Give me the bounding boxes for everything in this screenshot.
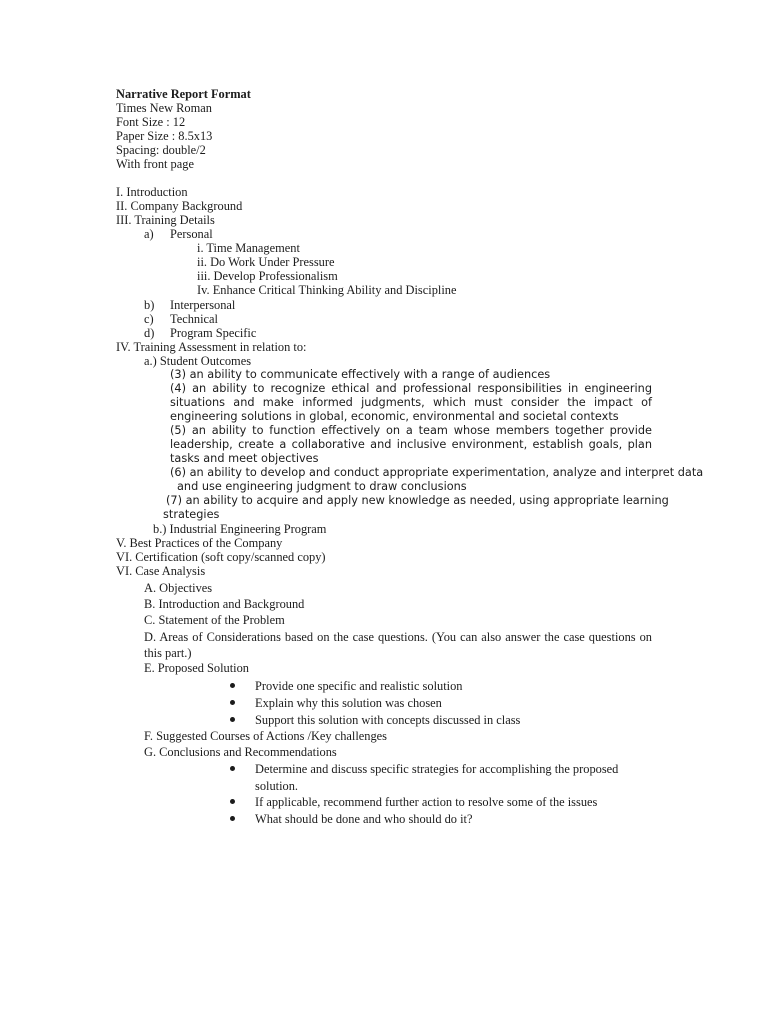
personal-sub-2: ii. Do Work Under Pressure [197,255,335,269]
spacing-spec: Spacing: double/2 [116,143,206,157]
item-letter-d: d) [144,326,155,340]
item-letter-a: a) [144,227,154,241]
item-technical: Technical [170,312,218,326]
bullet-icon [230,766,235,771]
proposed-bullet-1: Provide one specific and realistic solution [255,679,463,693]
bullet-icon [230,700,235,705]
case-conclusions-recommendations: G. Conclusions and Recommendations [144,745,337,759]
section-certification: VI. Certification (soft copy/scanned copy) [116,550,326,564]
font-size-spec: Font Size : 12 [116,115,186,129]
personal-sub-4: Iv. Enhance Critical Thinking Ability and Discipline [197,283,457,297]
front-page-spec: With front page [116,157,194,171]
bullet-icon [230,799,235,804]
item-letter-c: c) [144,312,154,326]
item-interpersonal: Interpersonal [170,298,236,312]
proposed-bullet-3: Support this solution with concepts discussed in class [255,713,521,727]
paper-size-spec: Paper Size : 8.5x13 [116,129,213,143]
section-introduction: I. Introduction [116,185,188,199]
personal-sub-1: i. Time Management [197,241,300,255]
document-title: Narrative Report Format [116,87,251,101]
bullet-icon [230,683,235,688]
section-training-details: III. Training Details [116,213,215,227]
case-proposed-solution: E. Proposed Solution [144,661,249,675]
section-company-background: II. Company Background [116,199,243,213]
section-best-practices: V. Best Practices of the Company [116,536,283,550]
case-areas-considerations: D. Areas of Considerations based on the case questions. (You can also answer the case questions on this part.) [144,630,652,660]
personal-sub-3: iii. Develop Professionalism [197,269,338,283]
student-outcomes-heading: a.) Student Outcomes [144,354,252,368]
outcome-7-line-2: strategies [163,508,220,521]
proposed-bullet-2: Explain why this solution was chosen [255,696,442,710]
case-suggested-courses: F. Suggested Courses of Actions /Key challenges [144,729,388,743]
outcome-3: (3) an ability to communicate effectively with a range of audiences [170,368,551,381]
item-program-specific: Program Specific [170,326,257,340]
case-introduction-background: B. Introduction and Background [144,597,305,611]
outcome-6-line-2: and use engineering judgment to draw conclusions [177,480,467,493]
ie-program-heading: b.) Industrial Engineering Program [153,522,327,536]
section-case-analysis: VI. Case Analysis [116,564,206,578]
conclusion-bullet-3: What should be done and who should do it? [255,812,473,826]
font-spec: Times New Roman [116,101,212,115]
conclusion-bullet-1: Determine and discuss specific strategies for accomplishing the proposed solution. [255,762,619,793]
outcome-7-line-1: (7) an ability to acquire and apply new knowledge as needed, using appropriate learning [166,494,669,507]
case-statement-problem: C. Statement of the Problem [144,613,285,627]
conclusion-bullet-2: If applicable, recommend further action to resolve some of the issues [255,795,598,809]
bullet-icon [230,816,235,821]
outcome-5: (5) an ability to function effectively on a team whose members together provide leadership, create a collaborative and inclusive environment, establish goals, plan tasks and meet objectives [170,424,652,465]
outcome-6-line-1: (6) an ability to develop and conduct appropriate experimentation, analyze and interpret data [170,466,704,479]
section-training-assessment: IV. Training Assessment in relation to: [116,340,307,354]
outcome-4: (4) an ability to recognize ethical and professional responsibilities in engineering situations and make informed judgments, which must consider the impact of engineering solutions in global, economic, environmental and societal contexts [170,382,652,423]
bullet-icon [230,717,235,722]
case-objectives: A. Objectives [144,581,213,595]
item-letter-b: b) [144,298,155,312]
item-personal: Personal [170,227,213,241]
